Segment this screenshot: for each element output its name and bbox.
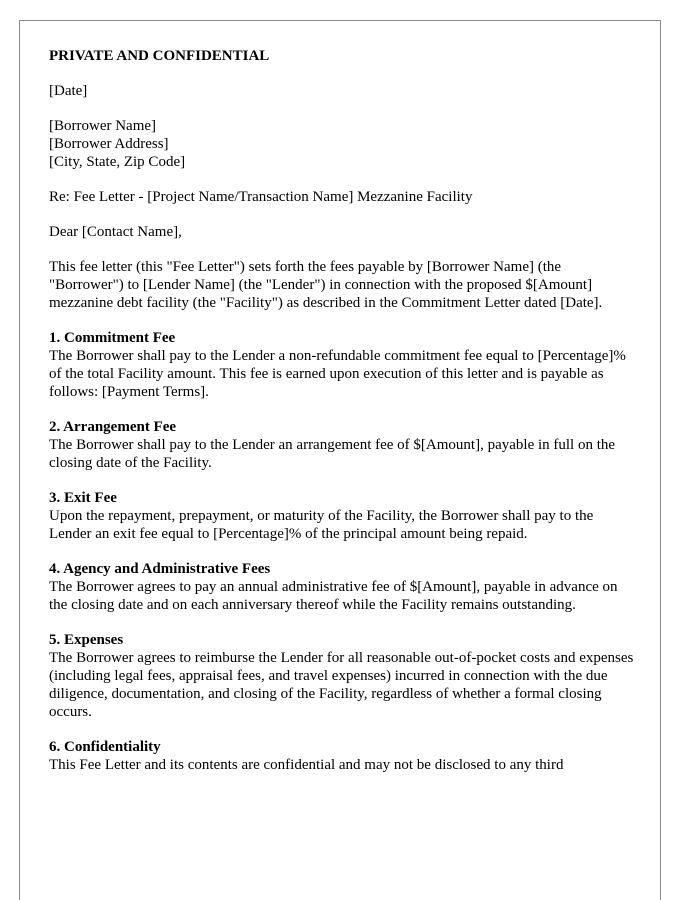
re-line: Re: Fee Letter - [Project Name/Transaction Name] Mezzanine Facility — [49, 189, 473, 205]
section-title: 6. Confidentiality — [49, 739, 161, 755]
section-confidentiality — [49, 738, 639, 774]
section-title: 2. Arrangement Fee — [49, 419, 177, 435]
section-title: 4. Agency and Administrative Fees — [49, 561, 271, 577]
letter-content — [49, 47, 639, 791]
address-line: [City, State, Zip Code] — [49, 154, 186, 170]
section-body: The Borrower shall pay to the Lender an arrangement fee of $[Amount], payable in full on the closing date of the Facility. — [49, 437, 616, 471]
section-body: The Borrower shall pay to the Lender a non-refundable commitment fee equal to [Percentage]% of the total Facility amount. This fee is earned upon execution of this letter and is payable as follows: [Payment Terms]. — [49, 348, 626, 400]
section-body: Upon the repayment, prepayment, or maturity of the Facility, the Borrower shall pay to the Lender an exit fee equal to [Percentage]% of the principal amount being repaid. — [49, 508, 594, 542]
section-exit-fee — [49, 489, 639, 543]
section-commitment-fee — [49, 329, 639, 401]
letter-header: PRIVATE AND CONFIDENTIAL — [49, 48, 270, 64]
address-line: [Borrower Address] — [49, 136, 169, 152]
section-expenses — [49, 631, 639, 721]
section-body: This Fee Letter and its contents are confidential and may not be disclosed to any third — [49, 757, 564, 773]
borrower-address-block — [49, 117, 639, 171]
letter-date: [Date] — [49, 83, 88, 99]
address-line: [Borrower Name] — [49, 118, 157, 134]
letter-page — [19, 20, 661, 900]
salutation: Dear [Contact Name], — [49, 224, 182, 240]
section-title: 3. Exit Fee — [49, 490, 117, 506]
section-body: The Borrower agrees to pay an annual administrative fee of $[Amount], payable in advance on the closing date and on each anniversary thereof while the Facility remains outstanding. — [49, 579, 618, 613]
intro-paragraph: This fee letter (this "Fee Letter") sets forth the fees payable by [Borrower Name] (the "Borrower") to [Lender Name] (the "Lender") in connection with the proposed $[Amount] mezzanine debt facility (the "Facility") as described in the Commitment Letter dated [Date]. — [49, 259, 603, 311]
section-title: 1. Commitment Fee — [49, 330, 176, 346]
section-title: 5. Expenses — [49, 632, 124, 648]
section-body: The Borrower agrees to reimburse the Lender for all reasonable out-of-pocket costs and expenses (including legal fees, appraisal fees, and travel expenses) incurred in connection with the due diligence, documentation, and closing of the Facility, regardless of whether a formal closing occurs. — [49, 650, 634, 720]
section-arrangement-fee — [49, 418, 639, 472]
section-agency-fees — [49, 560, 639, 614]
